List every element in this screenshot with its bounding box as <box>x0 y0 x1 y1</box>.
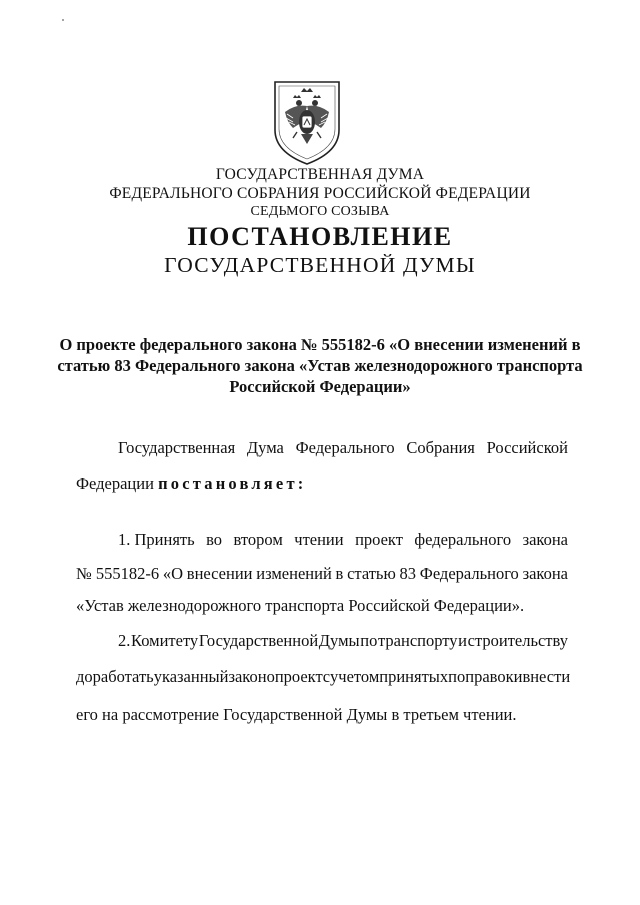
document-subtitle: ГОСУДАРСТВЕННОЙ ДУМЫ <box>164 253 476 277</box>
header-line-2: ФЕДЕРАЛЬНОГО СОБРАНИЯ РОССИЙСКОЙ ФЕДЕРАЦИИ <box>109 185 531 202</box>
word: внесении <box>186 564 253 583</box>
word: доработать <box>76 667 154 686</box>
header-line-3: СЕДЬМОГО СОЗЫВА <box>250 204 390 219</box>
word: принятых <box>379 667 449 686</box>
word: Федерального <box>419 564 519 583</box>
word: Думы <box>318 631 360 650</box>
word: и <box>513 667 523 686</box>
word: «О <box>162 564 184 583</box>
word: транспорту <box>378 631 458 650</box>
item2-line-1 <box>118 631 568 651</box>
word: № 555182-6 <box>76 564 160 583</box>
word: закона <box>522 564 568 583</box>
word: 1. Принять <box>118 530 195 549</box>
word: внести <box>522 667 571 686</box>
word: втором <box>233 530 283 549</box>
word: 2. <box>118 631 131 650</box>
scan-speck <box>62 19 64 21</box>
word: учетом <box>330 667 380 686</box>
word: поправок <box>448 667 514 686</box>
word: в <box>335 564 344 583</box>
header-line-1: ГОСУДАРСТВЕННАЯ ДУМА <box>215 166 425 183</box>
item1-line-2 <box>76 564 568 584</box>
word: 83 <box>399 564 417 583</box>
document-title: ПОСТАНОВЛЕНИЕ <box>187 222 453 251</box>
subject-line-1: О проекте федерального закона № 555182-6 «О внесении изменений в <box>59 335 581 354</box>
item1-line-3: «Устав железнодорожного транспорта Российской Федерации». <box>76 596 525 615</box>
preamble-federation: Федерации <box>76 474 154 493</box>
preamble-line-1 <box>118 438 568 458</box>
word: чтении <box>294 530 344 549</box>
word: федерального <box>414 530 512 549</box>
word: Собрания <box>406 438 475 457</box>
word: во <box>206 530 223 549</box>
item1-line-1 <box>118 530 568 550</box>
word: закона <box>522 530 568 549</box>
word: Дума <box>246 438 284 457</box>
word: Комитету <box>131 631 199 650</box>
word: статью <box>347 564 396 583</box>
word: Российской <box>486 438 568 457</box>
preamble-line-2 <box>76 474 568 494</box>
word: с <box>322 667 331 686</box>
item2-line-3: его на рассмотрение Государственной Думы в третьем чтении. <box>76 705 517 724</box>
preamble-resolves: постановляет: <box>158 474 307 493</box>
word: указанный <box>153 667 229 686</box>
word: и <box>458 631 467 650</box>
word: законопроект <box>228 667 323 686</box>
word: Государственная <box>118 438 236 457</box>
item2-line-2 <box>76 667 571 687</box>
word: изменений <box>256 564 332 583</box>
subject-line-3: Российской Федерации» <box>229 377 411 396</box>
word: проект <box>355 530 403 549</box>
word: Федерального <box>295 438 395 457</box>
word: строительству <box>467 631 568 650</box>
word: Государственной <box>198 631 319 650</box>
subject-line-2: статью 83 Федерального закона «Устав железнодорожного транспорта <box>57 356 583 375</box>
word: по <box>360 631 378 650</box>
coat-of-arms-emblem <box>271 78 343 166</box>
